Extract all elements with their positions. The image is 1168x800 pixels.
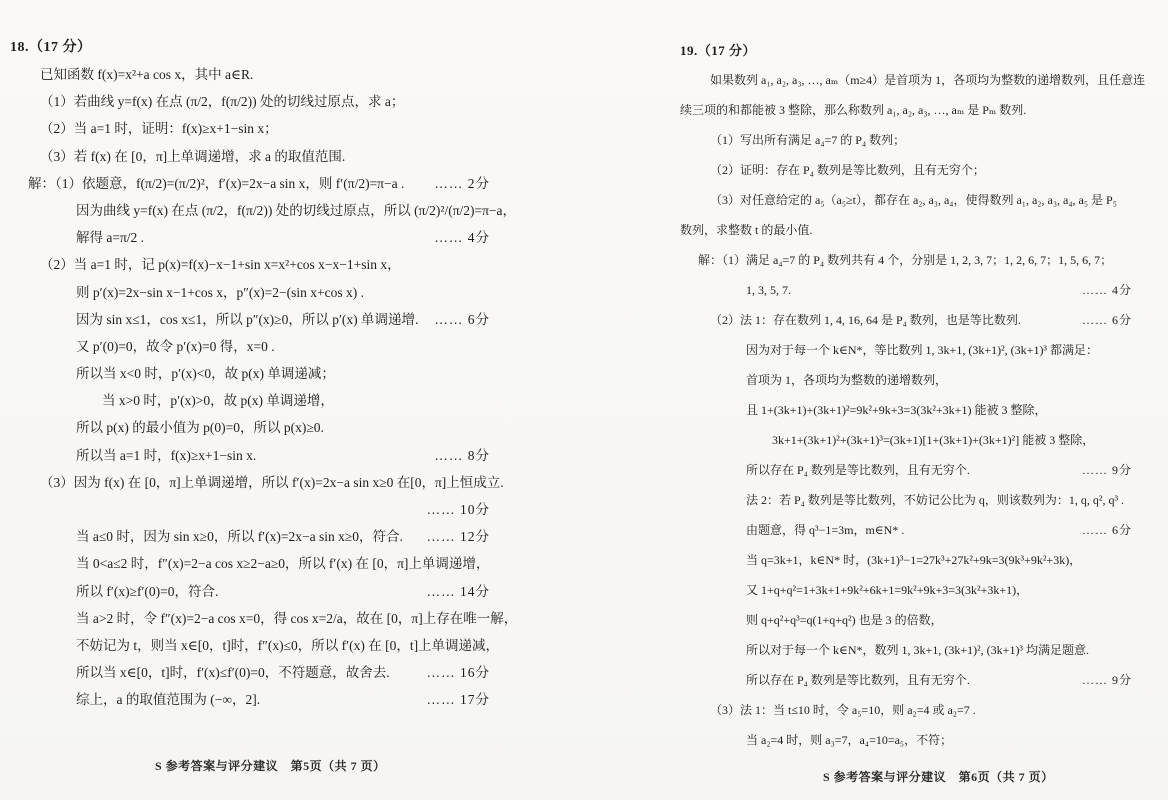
text-line xyxy=(680,216,1168,246)
score-marker: …… 8分 xyxy=(434,447,490,463)
text-line xyxy=(10,279,650,306)
text-line xyxy=(680,66,1168,96)
text-line xyxy=(680,486,1168,516)
line-text: （2）当 a=1 时，记 p(x)=f(x)−x−1+sin x=x²+cos x−x−1+sin x， xyxy=(40,257,401,273)
text-line xyxy=(10,659,490,686)
text-line xyxy=(10,578,490,605)
text-line xyxy=(680,276,1132,306)
line-text: 所以 p(x) 的最小值为 p(0)=0，所以 p(x)≥0. xyxy=(76,420,324,436)
line-text: 由题意，得 q³−1=3m，m∈N* . xyxy=(746,523,905,538)
text-line xyxy=(680,246,1168,276)
text-line xyxy=(680,666,1132,696)
line-text: 综上，a 的取值范围为 (−∞，2]. xyxy=(76,692,261,708)
text-line xyxy=(10,252,650,279)
text-line xyxy=(680,96,1168,126)
text-line xyxy=(10,496,490,523)
text-line xyxy=(10,387,650,414)
text-line xyxy=(680,126,1168,156)
text-line xyxy=(10,523,490,550)
text-line xyxy=(10,632,650,659)
line-text: 所以当 x∈[0，t]时，f′(x)≤f′(0)=0，不符题意，故舍去. xyxy=(76,665,390,681)
line-text: 解得 a=π/2 . xyxy=(76,230,145,246)
score-marker: …… 6分 xyxy=(1081,523,1132,538)
text-line xyxy=(680,456,1132,486)
line-text: 法 2：若 P₄ 数列是等比数列，不妨记公比为 q，则该数列为：1, q, q², q³ . xyxy=(746,493,1125,508)
text-line xyxy=(10,197,650,224)
text-line xyxy=(10,61,650,88)
score-marker: …… 12分 xyxy=(426,529,490,545)
text-line xyxy=(10,442,490,469)
page-footer: S 参考答案与评分建议 第5页（共 7 页） xyxy=(155,759,386,773)
line-text: 又 1+q+q²=1+3k+1+9k²+6k+1=9k²+9k+3=3(3k²+3k+1)， xyxy=(746,583,1029,598)
line-text: 因为曲线 y=f(x) 在点 (π/2，f(π/2)) 处的切线过原点，所以 (π/2)²/(π/2)=π−a， xyxy=(76,202,517,218)
text-line xyxy=(680,366,1168,396)
line-text: （1）若曲线 y=f(x) 在点 (π/2，f(π/2)) 处的切线过原点，求 a； xyxy=(40,94,405,110)
text-line xyxy=(10,605,650,632)
line-text: 续三项的和都能被 3 整除，那么称数列 a₁, a₂, a₃, …, aₘ 是 Pₘ 数列. xyxy=(680,103,1027,118)
text-line xyxy=(10,224,490,251)
line-text: （3）若 f(x) 在 [0，π]上单调递增，求 a 的取值范围. xyxy=(40,148,346,164)
text-line xyxy=(10,333,650,360)
line-text: （3）因为 f(x) 在 [0，π]上单调递增，所以 f′(x)=2x−a sin x≥0 在[0，π]上恒成立. xyxy=(40,474,504,490)
text-line xyxy=(10,469,650,496)
text-line xyxy=(680,396,1168,426)
page-6-lines xyxy=(680,36,1168,756)
text-line xyxy=(680,606,1168,636)
score-marker: …… 6分 xyxy=(1081,313,1132,328)
page-6 xyxy=(660,0,1168,800)
line-text: （3）法 1：当 t≤10 时，令 a₅=10，则 a₂=4 或 a₂=7 . xyxy=(710,703,976,718)
score-marker: …… 4分 xyxy=(1081,283,1132,298)
text-line xyxy=(10,551,650,578)
line-text: 解：（1）满足 a₄=7 的 P₄ 数列共有 4 个，分别是 1, 2, 3, 7；1, 2, 6, 7；1, 5, 6, 7； xyxy=(698,253,1113,268)
score-marker: …… 2分 xyxy=(434,175,490,191)
line-text: 当 a>2 时，令 f″(x)=2−a cos x=0，得 cos x=2/a，故在 [0，π]上存在唯一解， xyxy=(76,610,518,626)
text-line xyxy=(10,306,490,333)
line-text: 不妨记为 t，则当 x∈[0，t]时，f″(x)≤0，所以 f′(x) 在 [0，t]上单调递减， xyxy=(76,637,500,653)
line-text: 当 q=3k+1，k∈N* 时，(3k+1)³−1=27k³+27k²+9k=3(9k³+9k²+3k)， xyxy=(746,553,1082,568)
text-line xyxy=(680,696,1168,726)
line-text: 18.（17 分） xyxy=(10,39,92,55)
score-marker: …… 17分 xyxy=(426,692,490,708)
line-text: 数列，求整数 t 的最小值. xyxy=(680,223,813,238)
line-text: 所以对于每一个 k∈N*，数列 1, 3k+1, (3k+1)², (3k+1)³ 均满足题意. xyxy=(746,643,1090,658)
text-line xyxy=(10,170,490,197)
text-line xyxy=(10,415,650,442)
line-text: 所以当 a=1 时，f(x)≥x+1−sin x. xyxy=(76,447,257,463)
line-text: 所以当 x<0 时，p′(x)<0，故 p(x) 单调递减； xyxy=(76,366,335,382)
line-text: 3k+1+(3k+1)²+(3k+1)³=(3k+1)[1+(3k+1)+(3k+1)²] 能被 3 整除， xyxy=(772,433,1095,448)
text-line xyxy=(680,576,1168,606)
text-line xyxy=(680,546,1168,576)
line-text: 当 a≤0 时，因为 sin x≥0，所以 f′(x)=2x−a sin x≥0，符合. xyxy=(76,529,403,545)
line-text: 所以存在 P₄ 数列是等比数列，且有无穷个. xyxy=(746,673,970,688)
score-marker: …… 14分 xyxy=(426,583,490,599)
text-line xyxy=(680,186,1168,216)
text-line xyxy=(680,516,1132,546)
text-line xyxy=(10,360,650,387)
line-text: 19.（17 分） xyxy=(680,42,757,58)
text-line xyxy=(10,143,650,170)
line-text: 已知函数 f(x)=x²+a cos x，其中 a∈R. xyxy=(40,67,254,83)
line-text: 解：（1）依题意，f(π/2)=(π/2)²，f′(x)=2x−a sin x，则 f′(π/2)=π−a . xyxy=(28,175,405,191)
line-text: 首项为 1，各项均为整数的递增数列， xyxy=(746,373,948,388)
line-text: 因为 sin x≤1，cos x≤1，所以 p″(x)≥0，所以 p′(x) 单调递增. xyxy=(76,311,419,327)
text-line xyxy=(680,36,1168,66)
line-text: 当 a₂=4 时，则 a₃=7，a₄=10=a₅，不符； xyxy=(746,733,953,748)
text-line xyxy=(680,156,1168,186)
line-text: 所以 f′(x)≥f′(0)=0，符合. xyxy=(76,583,219,599)
line-text: （2）当 a=1 时，证明：f(x)≥x+1−sin x； xyxy=(40,121,278,137)
line-text: （3）对任意给定的 a₅（a₅≥t），都存在 a₂, a₃, a₄，使得数列 a₁, a₂, a₃, a₄, a₅ 是 P₅ xyxy=(710,193,1117,208)
text-line xyxy=(10,687,490,714)
text-line xyxy=(10,88,650,115)
page-footer: S 参考答案与评分建议 第6页（共 7 页） xyxy=(823,770,1054,784)
line-text: 则 q+q²+q³=q(1+q+q²) 也是 3 的倍数， xyxy=(746,613,943,628)
line-text: （2）法 1：存在数列 1, 4, 16, 64 是 P₄ 数列，也是等比数列. xyxy=(710,313,1021,328)
text-line xyxy=(10,34,650,61)
line-text: 则 p′(x)=2x−sin x−1+cos x，p″(x)=2−(sin x+cos x) . xyxy=(76,284,364,300)
line-text: 又 p′(0)=0，故令 p′(x)=0 得，x=0 . xyxy=(76,338,275,354)
text-line xyxy=(680,306,1132,336)
page-5-lines xyxy=(10,34,650,714)
score-marker: …… 9分 xyxy=(1081,463,1132,478)
line-text: 当 0<a≤2 时，f″(x)=2−a cos x≥2−a≥0，所以 f′(x) 在 [0，π]上单调递增， xyxy=(76,556,490,572)
text-line xyxy=(680,726,1168,756)
text-line xyxy=(680,636,1168,666)
text-line xyxy=(10,116,650,143)
text-line xyxy=(680,336,1168,366)
line-text: （1）写出所有满足 a₄=7 的 P₄ 数列； xyxy=(710,133,906,148)
line-text: 且 1+(3k+1)+(3k+1)²=9k²+9k+3=3(3k²+3k+1) 能被 3 整除， xyxy=(746,403,1047,418)
score-marker: …… 6分 xyxy=(434,311,490,327)
score-marker: …… 9分 xyxy=(1081,673,1132,688)
score-marker: …… 16分 xyxy=(426,665,490,681)
text-line xyxy=(680,426,1168,456)
score-marker: …… 10分 xyxy=(426,502,490,518)
line-text: （2）证明：存在 P₄ 数列是等比数列，且有无穷个； xyxy=(710,163,985,178)
line-text: 因为对于每一个 k∈N*，等比数列 1, 3k+1, (3k+1)², (3k+1)³ 都满足： xyxy=(746,343,1099,358)
line-text: 当 x>0 时，p′(x)>0，故 p(x) 单调递增， xyxy=(102,393,334,409)
score-marker: …… 4分 xyxy=(434,230,490,246)
line-text: 如果数列 a₁, a₂, a₃, …, aₘ（m≥4）是首项为 1，各项均为整数的递增数列，且任意连 xyxy=(710,73,1146,88)
line-text: 所以存在 P₄ 数列是等比数列，且有无穷个. xyxy=(746,463,970,478)
line-text: 1, 3, 5, 7. xyxy=(746,283,791,298)
